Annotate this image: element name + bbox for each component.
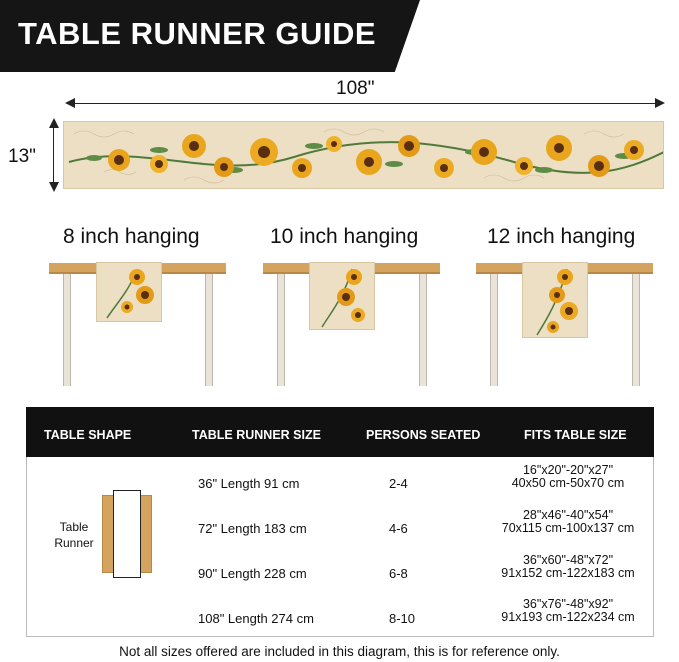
table-leg [205, 274, 213, 386]
hanging-runner-10 [309, 262, 375, 330]
row-fit-inches: 16"x20"-20"x27" [522, 463, 614, 477]
header-runner-size: TABLE RUNNER SIZE [192, 428, 321, 442]
arrow-up-icon [48, 118, 60, 128]
table-leg [63, 274, 71, 386]
row-fit-inches: 28"x46"-40"x54" [522, 508, 614, 522]
header-persons-seated: PERSONS SEATED [366, 428, 481, 442]
length-arrow [70, 103, 660, 104]
row-size: 72" Length 183 cm [198, 521, 307, 536]
header-table-shape: TABLE SHAPE [44, 428, 132, 442]
page-title: TABLE RUNNER GUIDE [18, 16, 377, 51]
row-size: 108" Length 274 cm [198, 611, 314, 626]
row-fit-cm: 70x115 cm-100x137 cm [501, 521, 635, 535]
row-fit-inches: 36"x76"-48"x92" [522, 597, 614, 611]
hanging-label-12: 12 inch hanging [487, 225, 636, 248]
row-size: 90" Length 228 cm [198, 566, 307, 581]
hanging-runner-8 [96, 262, 162, 322]
sunflower-pattern [64, 122, 664, 189]
row-fit-inches: 36"x60"-48"x72" [522, 553, 614, 567]
row-persons: 4-6 [389, 521, 408, 536]
runner-shape-icon [113, 490, 141, 578]
row-fit-cm: 40x50 cm-50x70 cm [511, 476, 625, 490]
arrow-right-icon [654, 97, 666, 109]
header-fits-table-size: FITS TABLE SIZE [524, 428, 627, 442]
row-persons: 2-4 [389, 476, 408, 491]
footnote: Not all sizes offered are included in this diagram, this is for reference only. [119, 644, 560, 659]
row-persons: 6-8 [389, 566, 408, 581]
arrow-left-icon [64, 97, 76, 109]
length-label: 108" [336, 78, 375, 99]
width-arrow [53, 122, 54, 188]
row-fit-cm: 91x152 cm-122x183 cm [501, 566, 635, 580]
width-label: 13" [8, 146, 36, 167]
sunflower-table-runner [63, 121, 664, 189]
table-leg [632, 274, 640, 386]
table-leg [277, 274, 285, 386]
row-persons: 8-10 [389, 611, 416, 626]
arrow-down-icon [48, 182, 60, 192]
hanging-runner-12 [522, 262, 588, 338]
table-leg [419, 274, 427, 386]
row-fit-cm: 91x193 cm-122x234 cm [501, 610, 635, 624]
hanging-label-8: 8 inch hanging [63, 225, 200, 248]
row-size: 36" Length 91 cm [198, 476, 300, 491]
hanging-label-10: 10 inch hanging [270, 225, 419, 248]
table-leg [490, 274, 498, 386]
shape-label: Table Runner [54, 520, 94, 550]
